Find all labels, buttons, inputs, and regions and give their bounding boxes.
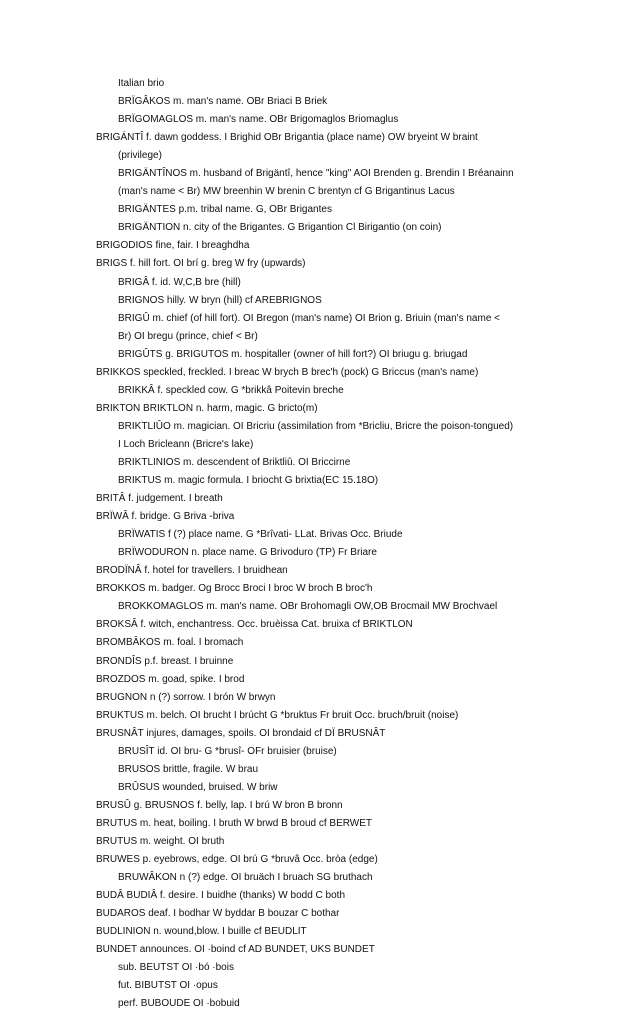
sub-entry-line: (man's name < Br) MW breenhin W brenin C brentyn cf G Brigantinus Lacus — [118, 186, 455, 198]
entry-line: BUDÂ BUDIÂ f. desire. I buidhe (thanks) W bodd C both — [96, 890, 345, 902]
sub-entry-line: BRIGÛTS g. BRIGUTOS m. hospitaller (owner of hill fort?) OI briugu g. briugad — [118, 348, 468, 360]
sub-entry-line: BRÏGÂKOS m. man's name. OBr Briaci B Briek — [118, 96, 328, 108]
entry-line: BRUKTUS m. belch. OI brucht I brúcht G *bruktus Fr bruit Occ. bruch/bruit (noise) — [96, 709, 459, 721]
sub-entry-line: BRUWÂKON n (?) edge. OI bruäch I bruach SG bruthach — [118, 872, 373, 884]
entry-line: BRIKTON BRIKTLON n. harm, magic. G bricto(m) — [96, 402, 318, 414]
sub-entry-line: Italian brio — [118, 78, 165, 89]
entry-line: BRODÏNÂ f. hotel for travellers. I bruidhean — [96, 565, 288, 577]
sub-entry-line: I Loch Bricleann (Bricre's lake) — [118, 438, 254, 450]
sub-entry-line: BRÏWODURON n. place name. G Brivoduro (TP) Fr Briare — [118, 547, 377, 559]
entry-line: BRUWES p. eyebrows, edge. OI brú G *bruvâ Occ. bròa (edge) — [96, 854, 378, 866]
sub-entry-line: BRÏWATIS f (?) place name. G *Brîvati- LLat. Brivas Occ. Briude — [118, 529, 403, 541]
sub-entry-line: BRIGÄNTION n. city of the Brigantes. G Brigantion Cl Birigantio (on coin) — [118, 222, 442, 234]
entry-line: BROKSÂ f. witch, enchantress. Occ. bruèissa Cat. bruixa cf BRIKTLON — [96, 619, 413, 631]
entry-line: BRIGODIOS fine, fair. I breaghdha — [96, 240, 250, 252]
sub-entry-line: BROKKOMAGLOS m. man's name. OBr Brohomagli OW,OB Brocmail MW Brochvael — [118, 601, 498, 613]
entry-line: BRUTUS m. heat, boiling. I bruth W brwd B broud cf BERWET — [96, 817, 373, 829]
entry-line: BRIKKOS speckled, freckled. I breac W brych B brec'h (pock) G Briccus (man's name) — [96, 366, 479, 378]
entry-line: BUDLINION n. wound,blow. I buille cf BEUDLIT — [96, 926, 307, 938]
entry-line: BRIGS f. hill fort. OI brí g. breg W fry (upwards) — [96, 258, 306, 270]
entry-line: BRUSÛ g. BRUSNOS f. belly, lap. I brú W bron B bronn — [96, 799, 343, 811]
sub-entry-line: sub. BEUTST OI ·bó ·bois — [118, 962, 234, 974]
entry-line: BRUGNON n (?) sorrow. I brón W brwyn — [96, 691, 276, 703]
sub-entry-line: BRUSOS brittle, fragile. W brau — [118, 763, 259, 775]
entry-line: BROZDOS m. goad, spike. I brod — [96, 673, 245, 685]
entry-line: BRITÂ f. judgement. I breath — [96, 493, 223, 505]
sub-entry-line: BRÛSUS wounded, bruised. W briw — [118, 781, 278, 793]
entry-line: BRUSNÂT injures, damages, spoils. OI brondaid cf DÏ BRUSNÂT — [96, 727, 386, 739]
sub-entry-line: BRIGÄNTÎNOS m. husband of Brigäntî, hence "king" AOI Brenden g. Brendin I Bréanainn — [118, 168, 514, 180]
sub-entry-line: BRIGNOS hilly. W bryn (hill) cf AREBRIGNOS — [118, 294, 322, 306]
entry-line: BUDAROS deaf. I bodhar W byddar B bouzar C bothar — [96, 908, 340, 920]
sub-entry-line: BRIKTUS m. magic formula. I briocht G brixtia(EC 15.18O) — [118, 475, 379, 487]
sub-entry-line: BRIGÄNTES p.m. tribal name. G, OBr Brigantes — [118, 204, 332, 216]
entry-line: BROKKOS m. badger. Og Brocc Broci I broc W broch B broc'h — [96, 583, 373, 595]
sub-entry-line: BRIKKÂ f. speckled cow. G *brikkâ Poitevin breche — [118, 384, 344, 396]
entry-line: BRUTUS m. weight. OI bruth — [96, 835, 225, 847]
entry-line: BRÏWÂ f. bridge. G Briva -briva — [96, 511, 235, 523]
sub-entry-line: BRIKTLIÛO m. magician. OI Bricriu (assimilation from *Bricliu, Bricre the poison-tongued) — [118, 420, 514, 432]
sub-entry-line: perf. BUBOUDE OI ·bobuid — [118, 998, 240, 1010]
sub-entry-line: fut. BIBUTST OI ·opus — [118, 980, 218, 992]
sub-entry-line: BRUSÎT id. OI bru- G *brusî- OFr bruisier (bruise) — [118, 745, 337, 757]
sub-entry-line: BRIGÂ f. id. W,C,B bre (hill) — [118, 276, 241, 288]
sub-entry-line: BRIKTLINIOS m. descendent of Briktliû. OI Briccirne — [118, 456, 351, 468]
sub-entry-line: Br) OI bregu (prince, chief < Br) — [118, 330, 258, 342]
entry-line: BRIGÁNTÎ f. dawn goddess. I Brighid OBr Brigantia (place name) OW bryeint W braint — [96, 132, 478, 144]
dictionary-page — [0, 75, 638, 1013]
entry-line: BROMBÂKOS m. foal. I bromach — [96, 637, 244, 649]
entry-line: BUNDET announces. OI ·boind cf AD BUNDET, UKS BUNDET — [96, 944, 375, 956]
sub-entry-line: BRÏGOMAGLOS m. man's name. OBr Brigomaglos Briomaglus — [118, 114, 399, 126]
sub-entry-line: (privilege) — [118, 150, 162, 162]
sub-entry-line: BRIGÛ m. chief (of hill fort). OI Bregon (man's name) OI Brion g. Briuin (man's name < — [118, 312, 501, 324]
entry-line: BRONDÎS p.f. breast. I bruinne — [96, 655, 234, 667]
